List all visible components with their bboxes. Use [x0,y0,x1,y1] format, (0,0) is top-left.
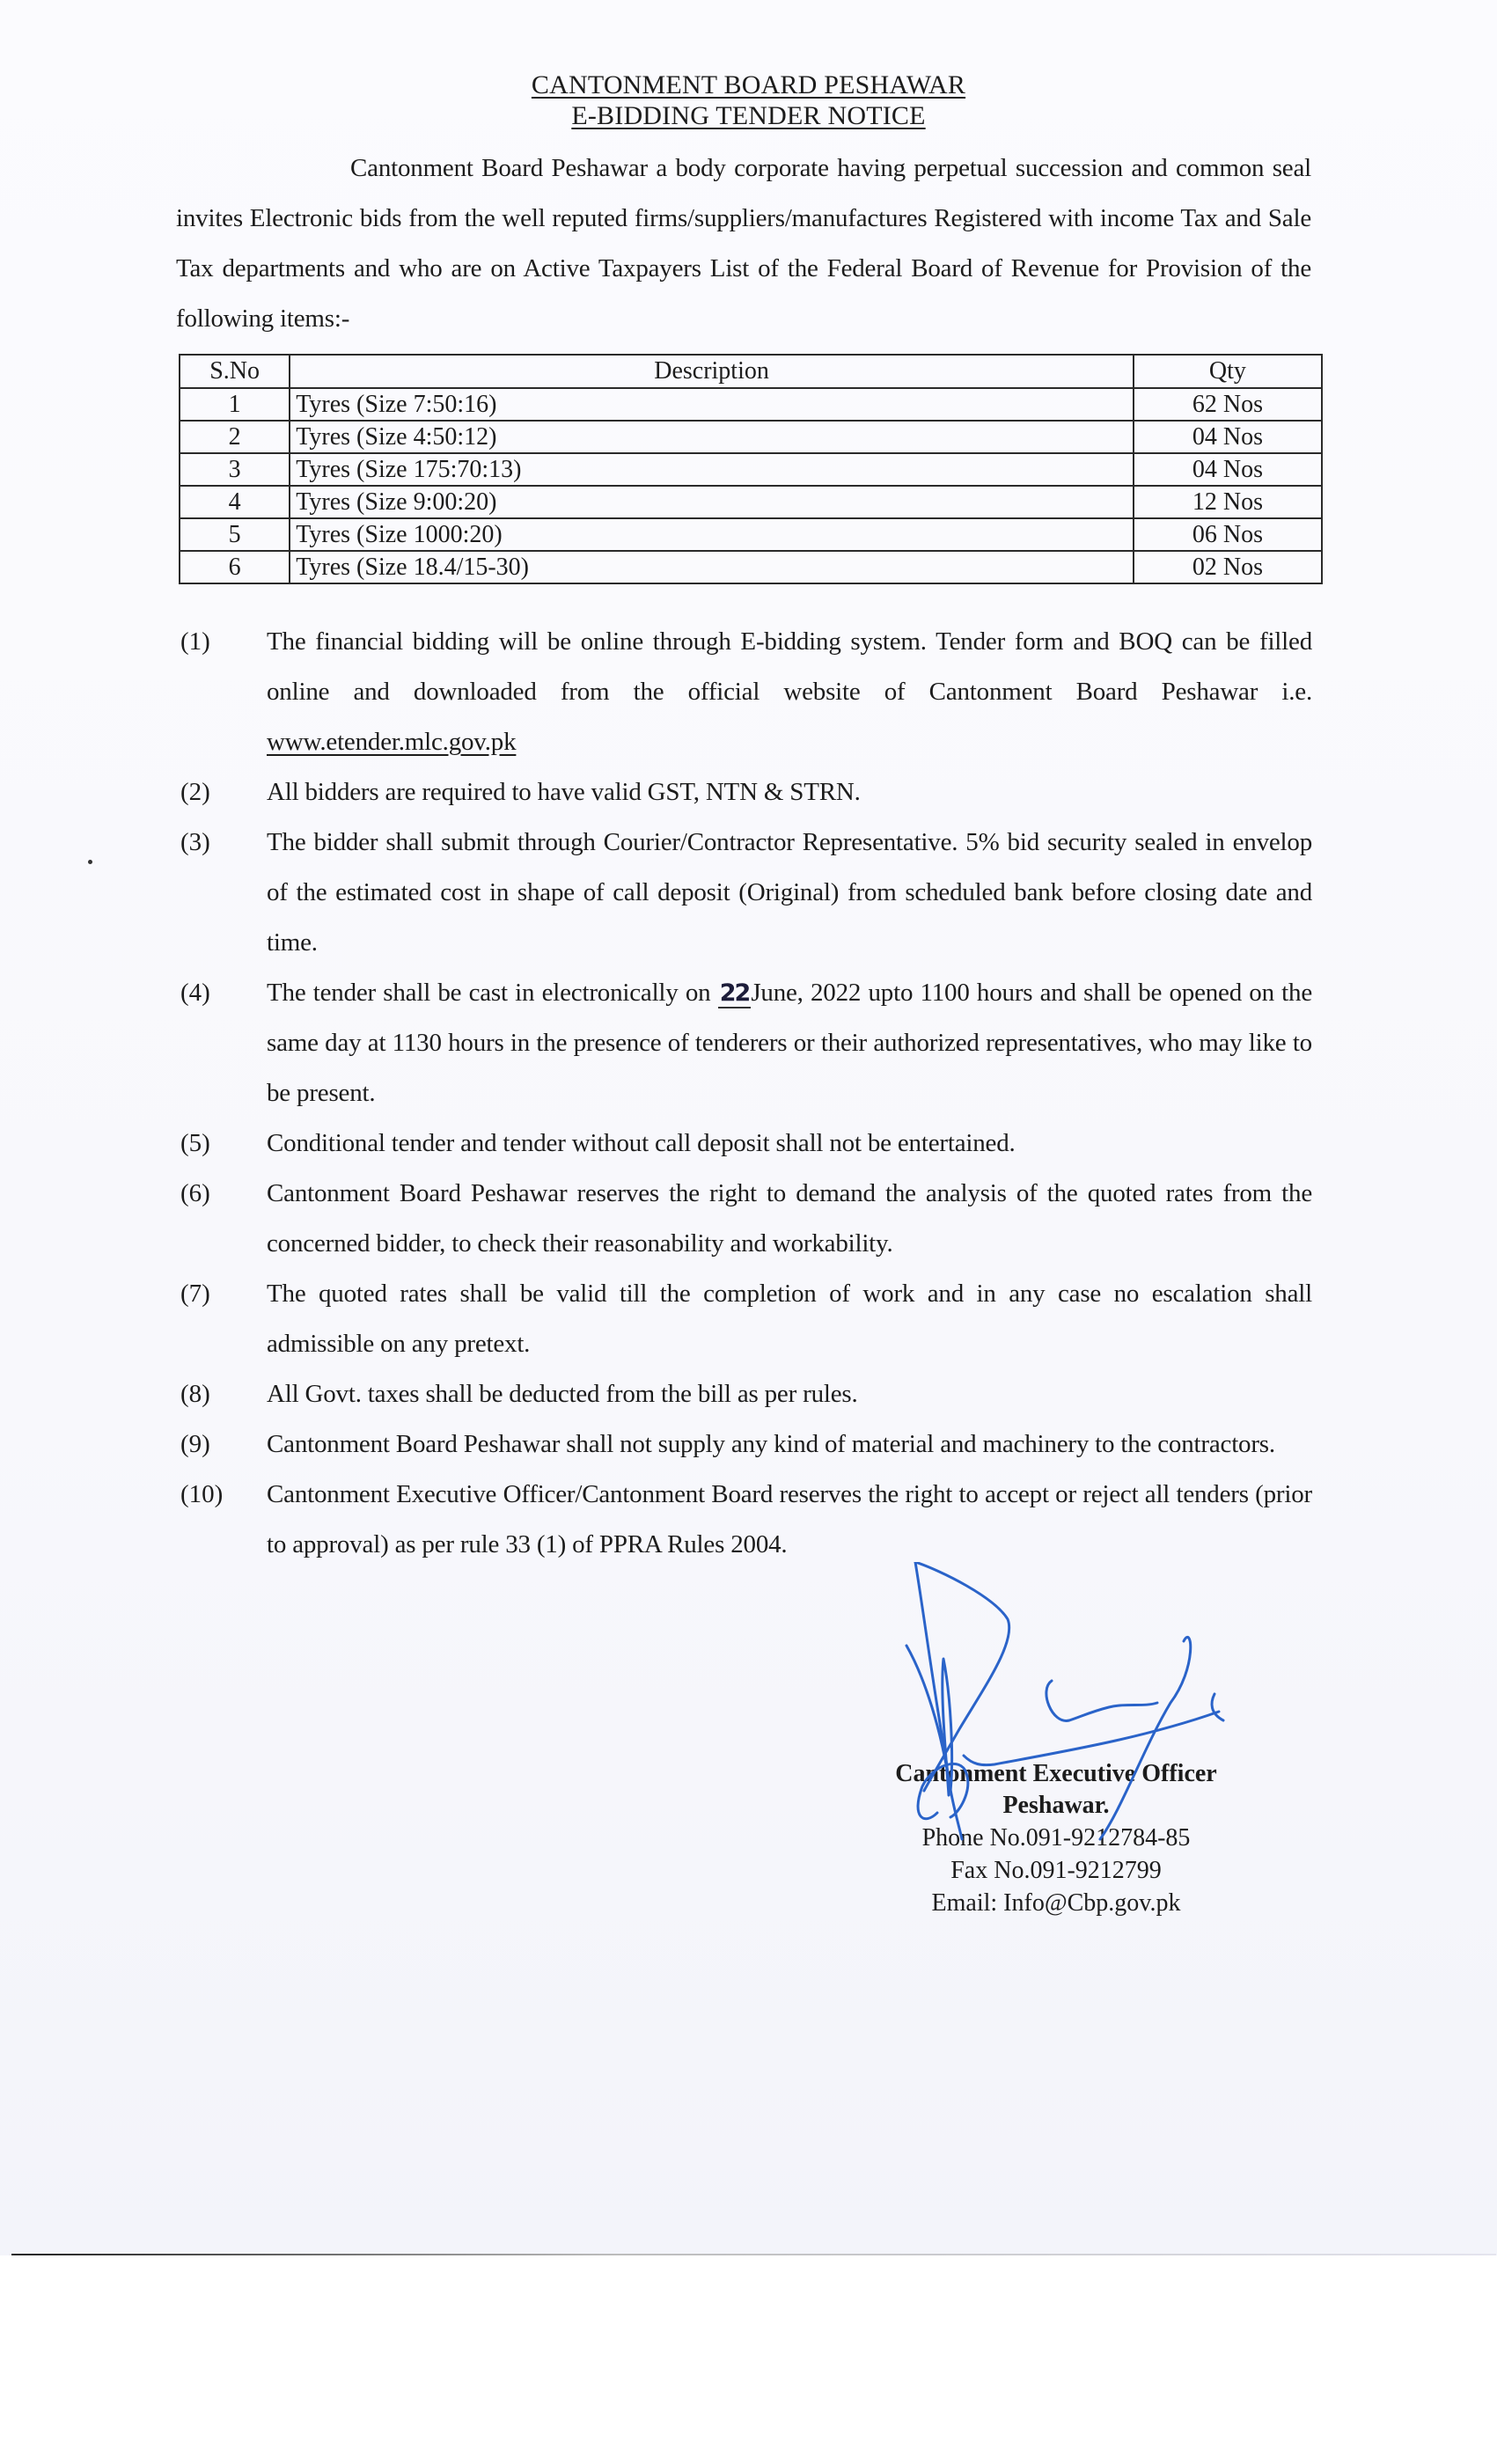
clause-text: The tender shall be cast in electronically on [267,979,718,1007]
clause-7 [180,1269,1325,1369]
table-row [180,421,1322,453]
clause-2 [180,767,1325,818]
clause-number: (5) [180,1129,210,1157]
clause-text: Cantonment Executive Officer/Cantonment Board reserves the right to accept or reject all tenders (prior to approval) as per rule 33 (1) of PPRA Rules 2004. [267,1480,1312,1558]
terms-list [180,617,1325,1570]
clause-number: (3) [180,828,210,856]
notice-subtitle: E-BIDDING TENDER NOTICE [571,101,926,130]
table-row [180,551,1322,583]
clause-number: (9) [180,1430,210,1458]
signature-stroke [1100,1637,1191,1839]
signature-stroke [915,1562,1009,1791]
header-sno: S.No [180,355,290,388]
notice-title: CANTONMENT BOARD PESHAWAR [531,70,966,99]
table-row [180,453,1322,486]
clause-text: The financial bidding will be online through E-bidding system. Tender form and BOQ can be filled online and downloaded from the official website of Cantonment Board Peshawar i.e. [267,627,1312,706]
signatory-phone: Phone No.091-9212784-85 [921,1824,1191,1852]
cell-sno: 1 [180,388,290,421]
clause-number: (8) [180,1380,210,1408]
clause-text: All Govt. taxes shall be deducted from the bill as per rules. [267,1380,858,1408]
cell-sno: 2 [180,421,290,453]
cell-description: Tyres (Size 175:70:13) [290,453,1134,486]
cell-description: Tyres (Size 7:50:16) [290,388,1134,421]
signature-stroke [1212,1694,1223,1720]
clause-5 [180,1118,1325,1169]
cell-qty: 04 Nos [1134,421,1322,453]
handwritten-date: 22 [719,979,750,1007]
clause-text: Cantonment Board Peshawar shall not supply any kind of material and machinery to the contractors. [267,1430,1275,1458]
header-description: Description [290,355,1134,388]
table-row [180,486,1322,518]
clause-8 [180,1369,1325,1419]
cell-qty: 04 Nos [1134,453,1322,486]
cell-sno: 4 [180,486,290,518]
scan-edge-line [11,2254,1496,2255]
table-row [180,518,1322,551]
header-qty: Qty [1134,355,1322,388]
signatory-location: Peshawar. [1002,1792,1110,1819]
clause-10 [180,1470,1325,1570]
items-table [179,354,1323,584]
clause-number: (6) [180,1179,210,1207]
clause-text: The bidder shall submit through Courier/Contractor Representative. 5% bid security sealed in envelop of the estimated cost in shape of call deposit (Original) from scheduled bank before closing date and time. [267,828,1312,957]
clause-text: The quoted rates shall be valid till the completion of work and in any case no escalation shall admissible on any pretext. [267,1280,1312,1358]
clause-text: Cantonment Board Peshawar reserves the right to demand the analysis of the quoted rates from the concerned bidder, to check their reasonability and workability. [267,1179,1312,1258]
intro-paragraph: Cantonment Board Peshawar a body corporate having perpetual succession and common seal invites Electronic bids from the well reputed firms/suppliers/manufactures Registered with income Tax and Sale Tax departments and who are on Active Taxpayers List of the Federal Board of Revenue for Provision of the following items:- [176,154,1311,333]
cell-sno: 6 [180,551,290,583]
cell-sno: 3 [180,453,290,486]
scan-speck [88,860,92,864]
clause-1 [180,617,1325,767]
clause-number: (7) [180,1280,210,1308]
signature-stroke [964,1712,1219,1765]
cell-description: Tyres (Size 4:50:12) [290,421,1134,453]
clause-number: (2) [180,778,210,806]
clause-number: (4) [180,979,210,1007]
clause-3 [180,818,1325,968]
signatory-title: Cantonment Executive Officer [895,1760,1217,1787]
handwritten-signature [862,1562,1250,1844]
cell-description: Tyres (Size 18.4/15-30) [290,551,1134,583]
etender-website-link[interactable]: www.etender.mlc.gov.pk [267,728,517,756]
signature-stroke [918,1764,968,1818]
signatory-fax: Fax No.091-9212799 [950,1857,1162,1884]
signature-stroke [915,1562,962,1839]
clause-number: (1) [180,627,210,656]
cell-description: Tyres (Size 1000:20) [290,518,1134,551]
cell-description: Tyres (Size 9:00:20) [290,486,1134,518]
signature-stroke [906,1646,952,1795]
signatory-email: Email: Info@Cbp.gov.pk [931,1889,1181,1917]
cell-qty: 62 Nos [1134,388,1322,421]
clause-4 [180,968,1325,1118]
cell-qty: 02 Nos [1134,551,1322,583]
clause-text: Conditional tender and tender without call deposit shall not be entertained. [267,1129,1016,1157]
table-header-row [180,355,1322,388]
cell-qty: 06 Nos [1134,518,1322,551]
clause-text: June, 2022 upto 1100 hours and shall be opened on the same day at 1130 hours in the presence of tenderers or their authorized representatives, who may like to be present. [267,979,1313,1107]
clause-9 [180,1419,1325,1470]
table-row [180,388,1322,421]
clause-text: All bidders are required to have valid GST, NTN & STRN. [267,778,861,806]
cell-qty: 12 Nos [1134,486,1322,518]
signature-stroke [1046,1681,1157,1720]
cell-sno: 5 [180,518,290,551]
clause-number: (10) [180,1480,224,1508]
clause-6 [180,1169,1325,1269]
